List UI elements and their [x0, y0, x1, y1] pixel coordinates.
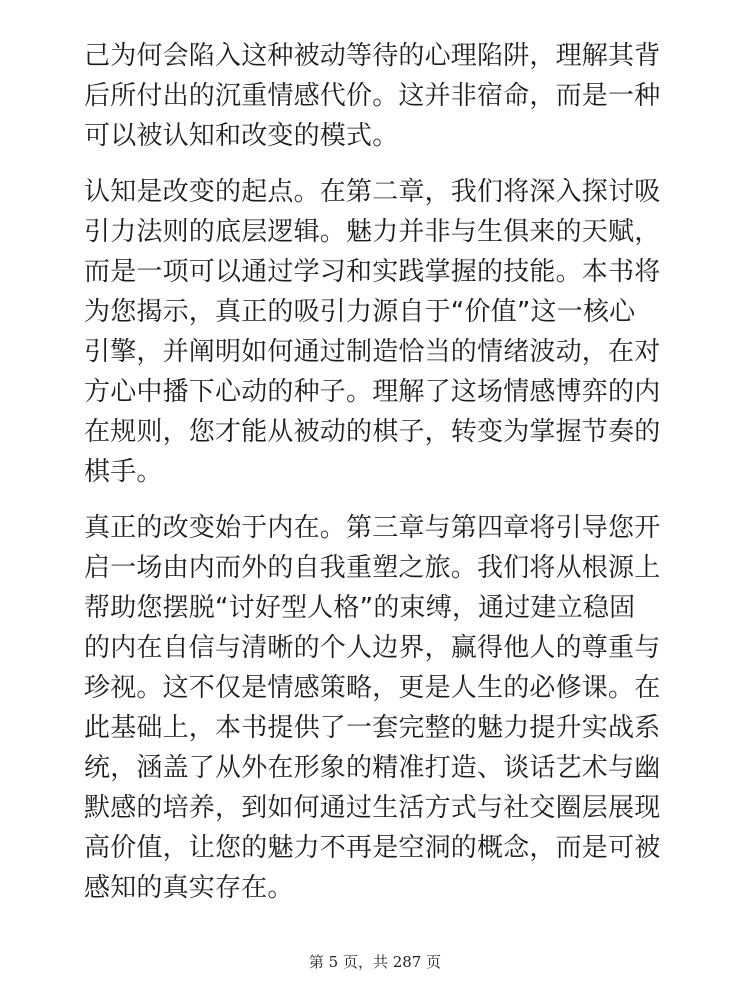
text-line: 为您揭示，真正的吸引力源自于“价值”这一核心 [84, 297, 636, 327]
text-line: 方心中播下心动的种子。理解了这场情感博弈的内 [84, 377, 661, 407]
text-line: 认知是改变的起点。在第二章，我们将深入探讨吸 [84, 177, 661, 207]
text-line: 默感的培养，到如何通过生活方式与社交圈层展现 [84, 793, 661, 823]
text-line: 己为何会陷入这种被动等待的心理陷阱，理解其背 [84, 41, 661, 71]
text-line: 棋手。 [84, 457, 163, 487]
text-line: 帮助您摆脱“讨好型人格”的束缚，通过建立稳固 [84, 593, 636, 623]
text-line: 高价值，让您的魅力不再是空洞的概念，而是可被 [84, 833, 661, 863]
text-line: 引力法则的底层逻辑。魅力并非与生俱来的天赋， [84, 217, 661, 247]
text-line: 可以被认知和改变的模式。 [84, 121, 399, 151]
paragraph [84, 508, 674, 908]
text-line: 后所付出的沉重情感代价。这并非宿命，而是一种 [84, 81, 661, 111]
text-line: 真正的改变始于内在。第三章与第四章将引导您开 [84, 513, 661, 543]
text-line: 此基础上，本书提供了一套完整的魅力提升实战系 [84, 713, 661, 743]
text-line: 的内在自信与清晰的个人边界，赢得他人的尊重与 [84, 633, 661, 663]
text-line: 感知的真实存在。 [84, 873, 294, 903]
text-line: 珍视。这不仅是情感策略，更是人生的必修课。在 [84, 673, 661, 703]
text-line: 而是一项可以通过学习和实践掌握的技能。本书将 [84, 257, 661, 287]
body-text [84, 36, 674, 924]
text-line: 启一场由内而外的自我重塑之旅。我们将从根源上 [84, 553, 661, 583]
text-line: 引擎，并阐明如何通过制造恰当的情绪波动，在对 [84, 337, 661, 367]
paragraph [84, 172, 674, 492]
page-footer: 第 5 页，共 287 页 [308, 953, 442, 971]
paragraph [84, 36, 674, 156]
text-line: 在规则，您才能从被动的棋子，转变为掌握节奏的 [84, 417, 661, 447]
text-line: 统，涵盖了从外在形象的精准打造、谈话艺术与幽 [84, 753, 661, 783]
